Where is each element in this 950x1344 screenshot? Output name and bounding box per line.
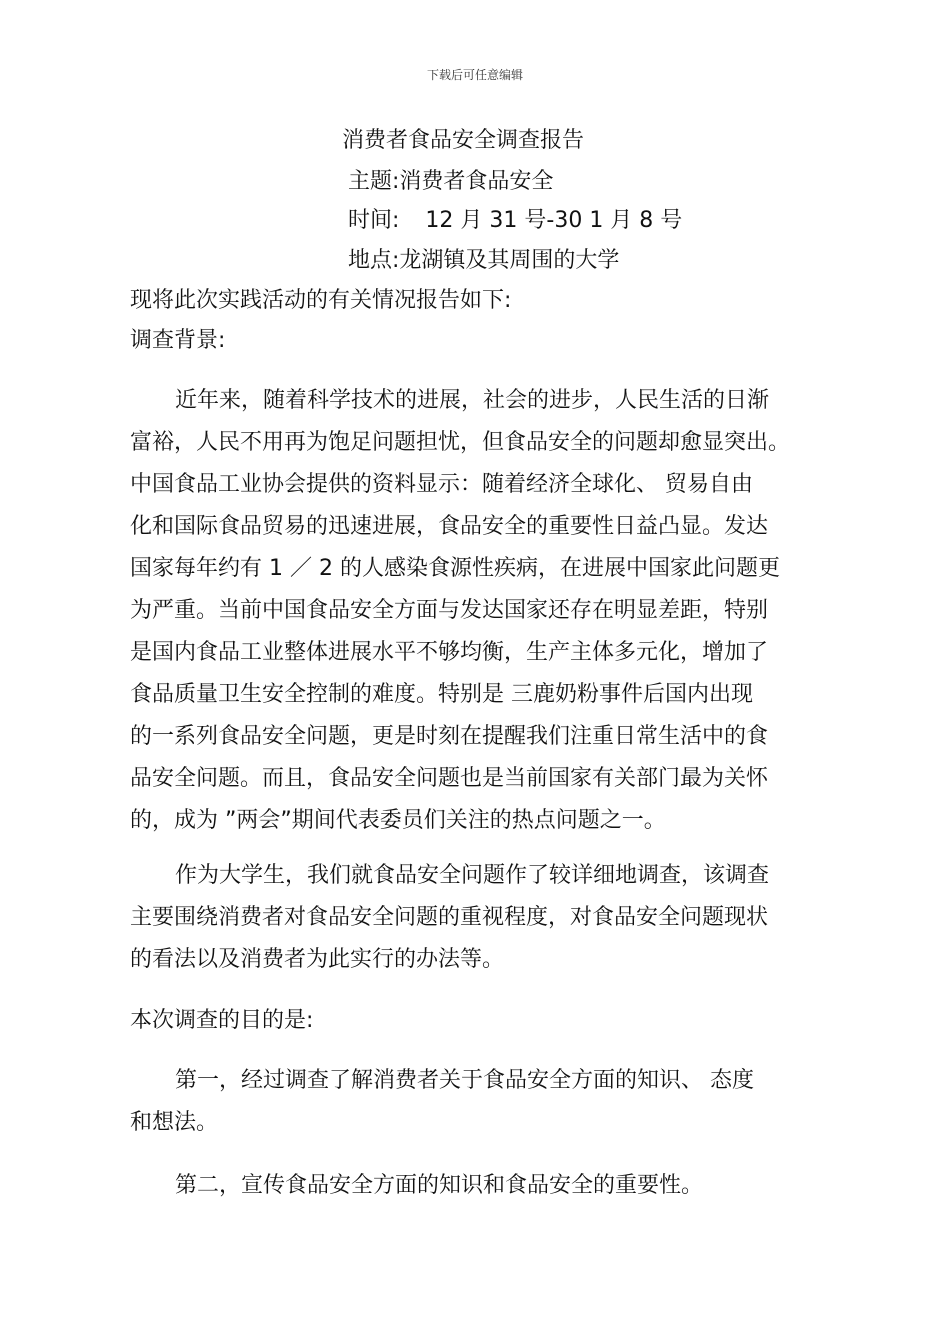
paragraph-line: 国家每年约有 1 ／ 2 的人感染食源性疾病，在进展中国家此问题更 bbox=[130, 556, 780, 581]
paragraph-line: 是国内食品工业整体进展水平不够均衡，生产主体多元化，增加了 bbox=[130, 640, 769, 665]
purpose-point-2 bbox=[130, 1165, 830, 1207]
meta-time bbox=[348, 203, 682, 234]
paragraph-line: 的一系列食品安全问题，更是时刻在提醒我们注重日常生活中的食 bbox=[130, 724, 769, 749]
paragraph-line: 近年来，随着科学技术的进展，社会的进步，人民生活的日渐 bbox=[175, 388, 770, 413]
intro-line bbox=[130, 280, 830, 322]
header-note: 下载后可任意编辑 bbox=[426, 68, 523, 82]
purpose-point-1 bbox=[130, 1060, 830, 1144]
document-title: 消费者食品安全调查报告 bbox=[342, 128, 585, 153]
paragraph-line: 中国食品工业协会提供的资料显示：随着经济全球化、 贸易自由 bbox=[130, 472, 753, 497]
paragraph-line: 富裕，人民不用再为饱足问题担忧，但食品安全的问题却愈显突出。 bbox=[130, 430, 791, 455]
topic-value: 消费者食品安全 bbox=[399, 169, 554, 194]
time-label: 时间: bbox=[348, 208, 400, 233]
paragraph-line: 品安全问题。而且，食品安全问题也是当前国家有关部门最为关怀 bbox=[130, 766, 769, 791]
purpose-label: 本次调查的目的是: bbox=[130, 1008, 314, 1033]
paragraph-line: 化和国际食品贸易的迅速进展，食品安全的重要性日益凸显。发达 bbox=[130, 514, 769, 539]
place-value: 龙湖镇及其周围的大学 bbox=[399, 248, 620, 273]
time-value: 12 月 31 号-30 1 月 8 号 bbox=[425, 208, 683, 233]
topic-label: 主题: bbox=[348, 169, 400, 194]
place-label: 地点: bbox=[348, 248, 400, 273]
paragraph-background bbox=[130, 380, 830, 842]
purpose-heading bbox=[130, 1000, 830, 1042]
background-heading bbox=[130, 320, 830, 362]
meta-topic bbox=[348, 164, 553, 195]
paragraph-line: 的，成为 ”两会”期间代表委员们关注的热点问题之一。 bbox=[130, 808, 666, 833]
paragraph-line: 和想法。 bbox=[130, 1110, 219, 1135]
background-label: 调查背景: bbox=[130, 328, 226, 353]
paragraph-line: 的看法以及消费者为此实行的办法等。 bbox=[130, 947, 505, 972]
paragraph-survey bbox=[130, 855, 830, 981]
paragraph-line: 第一，经过调查了解消费者关于食品安全方面的知识、 态度 bbox=[175, 1068, 754, 1093]
paragraph-line: 第二，宣传食品安全方面的知识和食品安全的重要性。 bbox=[175, 1173, 704, 1198]
paragraph-line: 为严重。当前中国食品安全方面与发达国家还存在明显差距，特别 bbox=[130, 598, 769, 623]
intro-text: 现将此次实践活动的有关情况报告如下: bbox=[130, 288, 512, 313]
paragraph-line: 主要围绕消费者对食品安全问题的重视程度，对食品安全问题现状 bbox=[130, 905, 769, 930]
paragraph-line: 作为大学生，我们就食品安全问题作了较详细地调查，该调查 bbox=[175, 863, 770, 888]
meta-place bbox=[348, 243, 619, 274]
paragraph-line: 食品质量卫生安全控制的难度。特别是 三鹿奶粉事件后国内出现 bbox=[130, 682, 753, 707]
